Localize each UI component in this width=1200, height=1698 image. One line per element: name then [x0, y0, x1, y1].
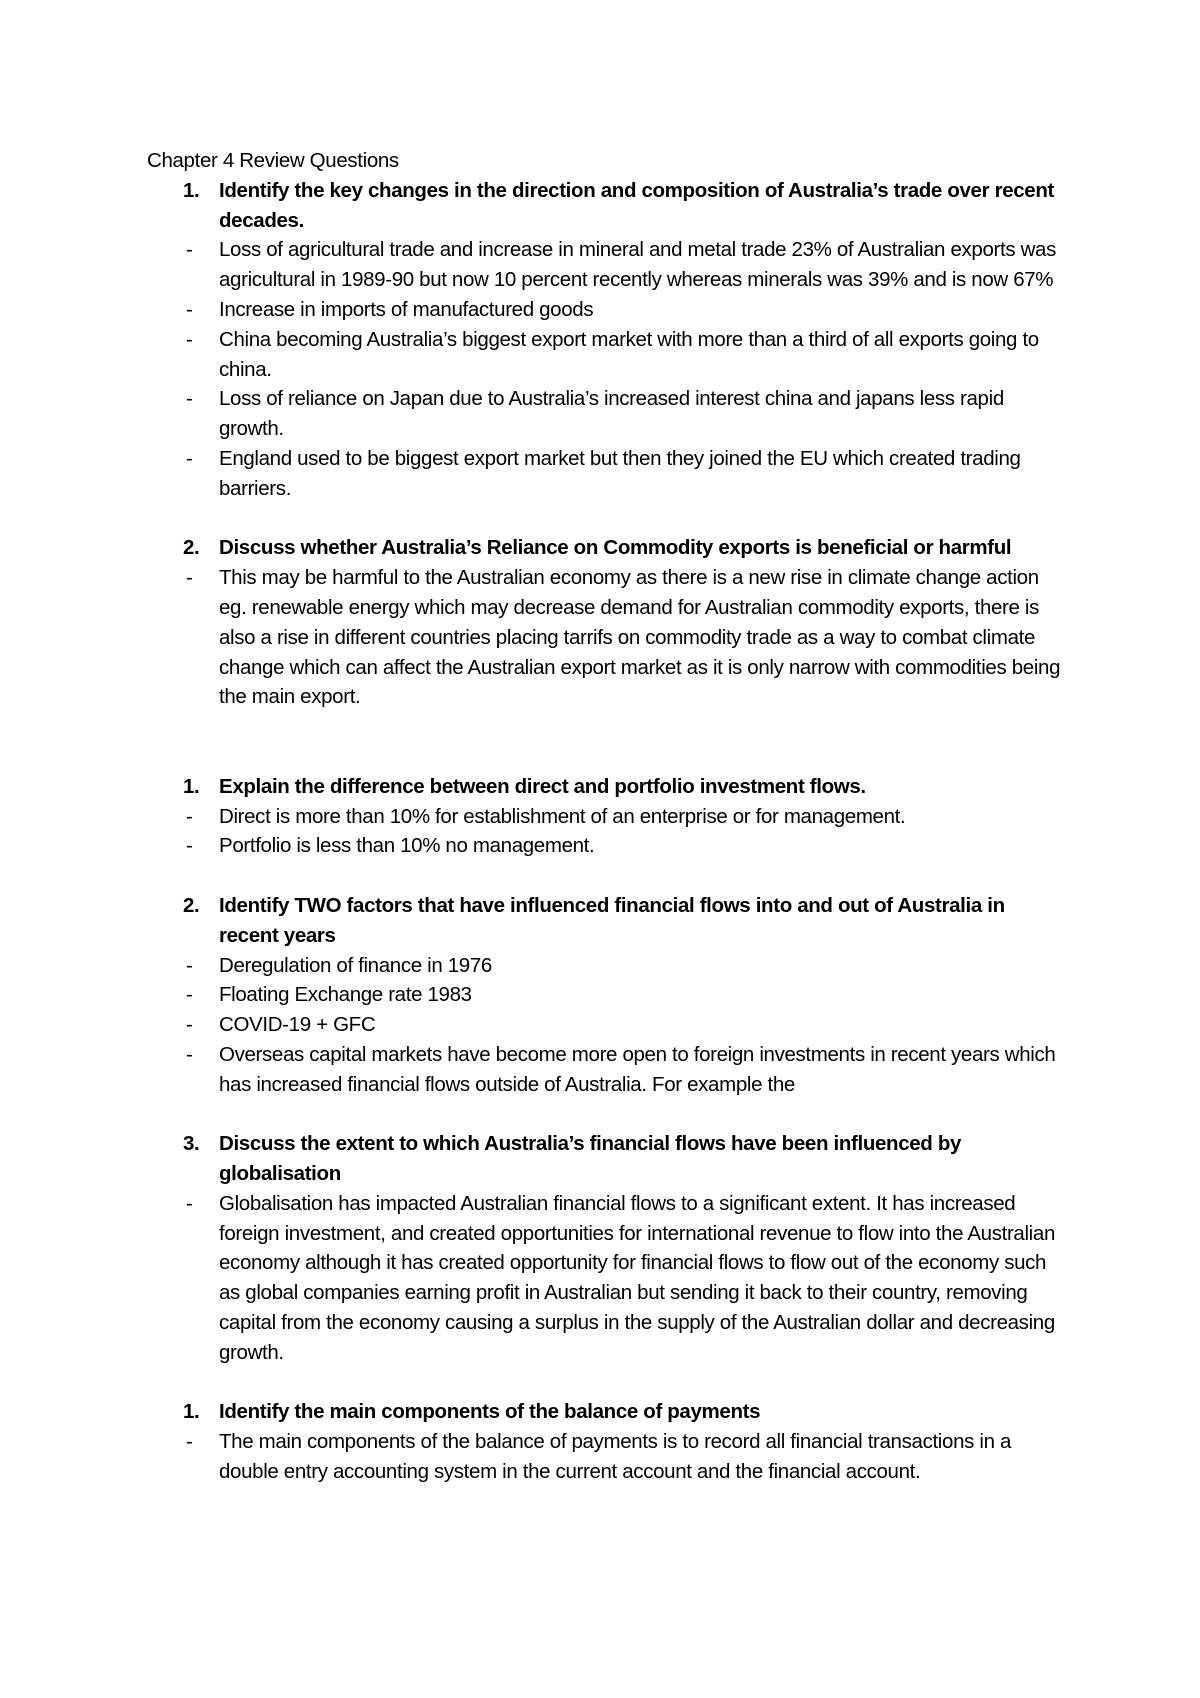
- question-item: [147, 176, 1067, 236]
- question-number: 2.: [183, 536, 200, 560]
- bullet-item: [147, 235, 1067, 295]
- bullet-text: Loss of reliance on Japan due to Australia’s increased interest china and japans less rapid growth.: [219, 387, 1004, 441]
- bullet-text: Floating Exchange rate 1983: [219, 983, 472, 1007]
- bullet-item: [147, 1010, 1067, 1040]
- bullet-dash: -: [186, 387, 193, 411]
- bullet-dash: -: [186, 834, 193, 858]
- bullet-dash: -: [186, 1042, 193, 1066]
- bullet-dash: -: [186, 446, 193, 470]
- spacer: [147, 504, 1067, 534]
- question-item: [147, 772, 1067, 802]
- bullet-item: [147, 802, 1067, 832]
- question-number: 1.: [183, 1400, 200, 1424]
- question-text: Identify the key changes in the direction and composition of Australia’s trade over recent decades.: [219, 178, 1055, 232]
- bullet-item: [147, 1427, 1067, 1487]
- bullet-dash: -: [186, 566, 193, 590]
- bullet-text: England used to be biggest export market but then they joined the EU which created trading barriers.: [219, 446, 1021, 500]
- bullet-item: [147, 1189, 1067, 1368]
- question-text: Discuss the extent to which Australia’s financial flows have been influenced by globalisation: [219, 1132, 962, 1186]
- bullet-dash: -: [186, 1430, 193, 1454]
- bullet-dash: -: [186, 983, 193, 1007]
- spacer: [147, 712, 1067, 772]
- bullet-text: This may be harmful to the Australian economy as there is a new rise in climate change action eg. renewable energy which may decrease demand for Australian commodity exports, there is also a rise in different countries placing tarrifs on commodity trade as a way to combat climate change which can affect the Australian export market as it is only narrow with commodities being the main export.: [219, 566, 1061, 709]
- bullet-dash: -: [186, 953, 193, 977]
- bullet-dash: -: [186, 1191, 193, 1215]
- bullet-text: COVID-19 + GFC: [219, 1013, 376, 1037]
- bullet-item: [147, 1040, 1067, 1100]
- question-item: [147, 891, 1067, 951]
- question-text: Identify TWO factors that have influenced financial flows into and out of Australia in recent years: [219, 893, 1005, 947]
- bullet-item: [147, 325, 1067, 385]
- spacer: [147, 1368, 1067, 1398]
- bullet-dash: -: [186, 327, 193, 351]
- bullet-text: The main components of the balance of payments is to record all financial transactions in a double entry accounting system in the current account and the financial account.: [219, 1430, 1012, 1484]
- question-number: 1.: [183, 774, 200, 798]
- question-item: [147, 533, 1067, 563]
- bullet-dash: -: [186, 297, 193, 321]
- question-text: Explain the difference between direct and portfolio investment flows.: [219, 774, 866, 798]
- question-number: 3.: [183, 1132, 200, 1156]
- question-item: [147, 1397, 1067, 1427]
- bullet-dash: -: [186, 1013, 193, 1037]
- bullet-item: [147, 563, 1067, 712]
- question-text: Identify the main components of the balance of payments: [219, 1400, 761, 1424]
- document-title: Chapter 4 Review Questions: [147, 149, 399, 172]
- bullet-dash: -: [186, 804, 193, 828]
- bullet-text: Increase in imports of manufactured goods: [219, 297, 594, 321]
- bullet-text: Portfolio is less than 10% no management.: [219, 834, 595, 858]
- bullet-text: Overseas capital markets have become more open to foreign investments in recent years which has increased financial flows outside of Australia. For example the: [219, 1042, 1056, 1096]
- spacer: [147, 861, 1067, 891]
- bullet-item: [147, 444, 1067, 504]
- question-item: [147, 1129, 1067, 1189]
- bullet-text: Direct is more than 10% for establishment of an enterprise or for management.: [219, 804, 906, 828]
- question-number: 2.: [183, 893, 200, 917]
- bullet-text: Deregulation of finance in 1976: [219, 953, 492, 977]
- spacer: [147, 1100, 1067, 1130]
- bullet-item: [147, 980, 1067, 1010]
- bullet-text: China becoming Australia’s biggest export market with more than a third of all exports going to china.: [219, 327, 1039, 381]
- question-text: Discuss whether Australia’s Reliance on Commodity exports is beneficial or harmful: [219, 536, 1012, 560]
- bullet-item: [147, 831, 1067, 861]
- bullet-text: Loss of agricultural trade and increase in mineral and metal trade 23% of Australian exports was agricultural in 1989-90 but now 10 percent recently whereas minerals was 39% and is now 67%: [219, 238, 1056, 292]
- bullet-dash: -: [186, 238, 193, 262]
- bullet-item: [147, 384, 1067, 444]
- document-body: [147, 146, 1067, 1487]
- bullet-item: [147, 295, 1067, 325]
- bullet-item: [147, 951, 1067, 981]
- bullet-text: Globalisation has impacted Australian financial flows to a significant extent. It has increased foreign investment, and created opportunities for international revenue to flow into the Australian economy although it has created opportunity for financial flows to flow out of the economy such as global companies earning profit in Australian but sending it back to their country, removing capital from the economy causing a surplus in the supply of the Australian dollar and decreasing growth.: [219, 1191, 1055, 1364]
- question-number: 1.: [183, 178, 200, 202]
